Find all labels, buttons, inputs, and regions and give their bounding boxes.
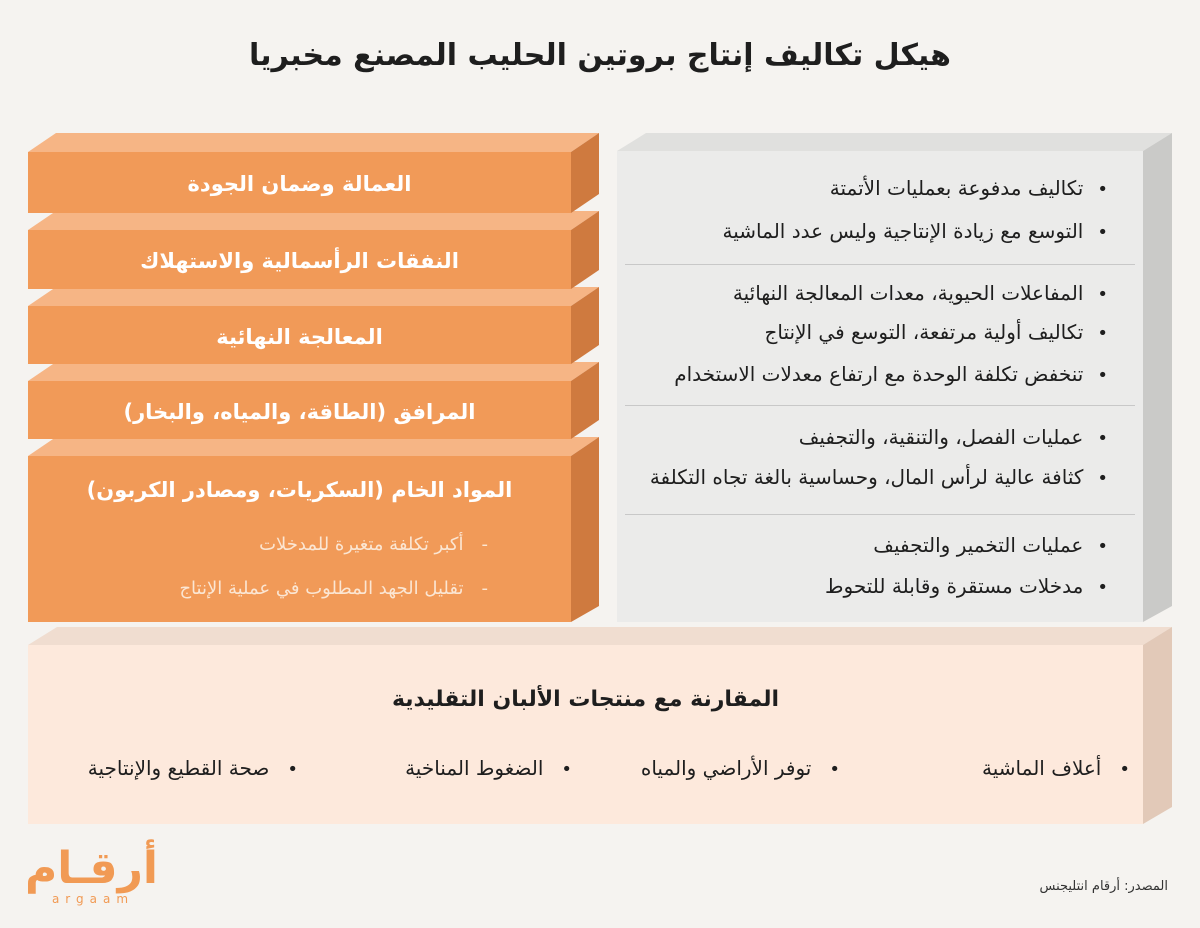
source-note: المصدر: أرقام انتليجنس xyxy=(1039,879,1168,894)
raw-materials-subitem: - أكبر تكلفة متغيرة للمدخلات xyxy=(259,534,488,555)
raw-materials-subitem: - تقليل الجهد المطلوب في عملية الإنتاج xyxy=(179,578,488,599)
block-label-capex: النفقات الرأسمالية والاستهلاك xyxy=(140,249,459,273)
grey-list-item: • التوسع مع زيادة الإنتاجية وليس عدد الماشية xyxy=(723,219,1108,243)
grey-list-item: • عمليات التخمير والتجفيف xyxy=(873,533,1108,557)
grey-list-item: • تنخفض تكلفة الوحدة مع ارتفاع معدلات الاستخدام xyxy=(674,362,1108,386)
block-label-labor: العمالة وضمان الجودة xyxy=(187,172,412,196)
grey-panel-side xyxy=(1143,133,1172,622)
grey-list-item: • تكاليف أولية مرتفعة، التوسع في الإنتاج xyxy=(765,320,1109,344)
comparison-item: • صحة القطيع والإنتاجية xyxy=(88,756,298,780)
peach-panel-side xyxy=(1143,627,1172,824)
grey-list-item: • عمليات الفصل، والتنقية، والتجفيف xyxy=(799,425,1108,449)
peach-panel-front xyxy=(28,645,1143,824)
grey-divider xyxy=(625,264,1135,265)
block-label-downstream: المعالجة النهائية xyxy=(216,325,383,349)
grey-panel-top xyxy=(617,133,1172,151)
peach-panel-top xyxy=(28,627,1172,645)
page-title: هيكل تكاليف إنتاج بروتين الحليب المصنع مخبريا xyxy=(249,38,951,73)
grey-divider xyxy=(625,405,1135,406)
grey-list-item: • تكاليف مدفوعة بعمليات الأتمتة xyxy=(830,176,1108,200)
grey-list-item: • مدخلات مستقرة وقابلة للتحوط xyxy=(825,574,1108,598)
comparison-item: • توفر الأراضي والمياه xyxy=(641,756,840,780)
grey-list-item: • كثافة عالية لرأس المال، وحساسية بالغة تجاه التكلفة xyxy=(650,465,1108,489)
logo-latin: argaam xyxy=(51,892,135,906)
block-label-raw-materials: المواد الخام (السكريات، ومصادر الكربون) xyxy=(86,478,513,502)
comparison-item: • الضغوط المناخية xyxy=(405,756,572,780)
argaam-logo xyxy=(24,843,158,906)
logo-arabic: أرقـام xyxy=(24,843,158,894)
grey-list-item: • المفاعلات الحيوية، معدات المعالجة النهائية xyxy=(733,281,1108,305)
block-label-utilities: المرافق (الطاقة، والمياه، والبخار) xyxy=(123,400,476,424)
comparison-title: المقارنة مع منتجات الألبان التقليدية xyxy=(391,687,780,712)
comparison-item: • أعلاف الماشية xyxy=(982,756,1130,780)
grey-divider xyxy=(625,514,1135,515)
peach-panel xyxy=(28,627,1172,824)
